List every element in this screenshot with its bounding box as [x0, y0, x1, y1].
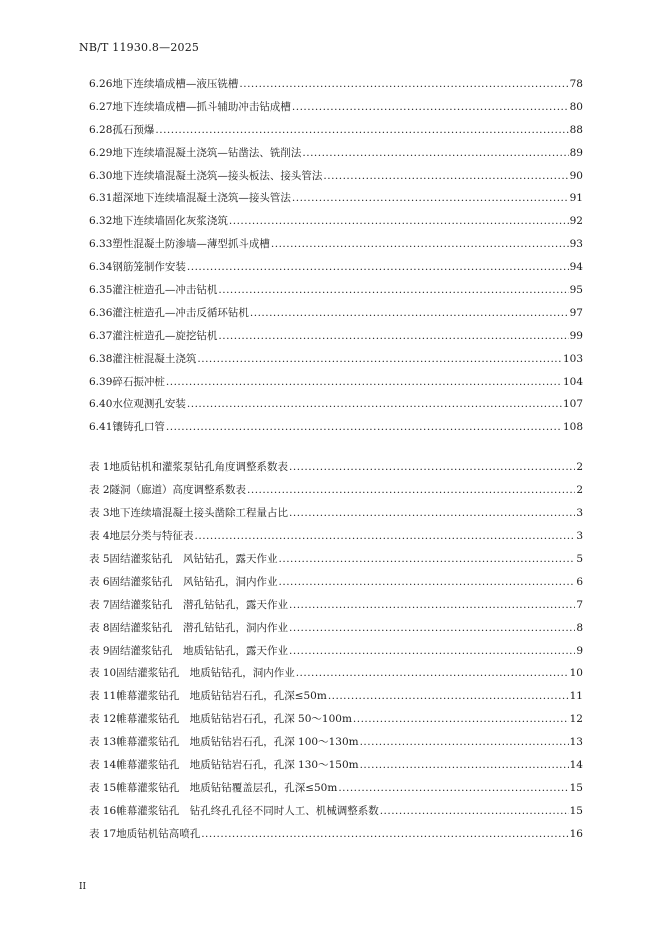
dot-leader: [289, 507, 575, 520]
toc-table-entry[interactable]: [89, 507, 583, 530]
toc-table-entry[interactable]: [89, 576, 583, 599]
toc-table-entry-page: 8: [576, 621, 583, 634]
dot-leader: [360, 736, 569, 749]
toc-sections-list: [89, 78, 583, 444]
toc-section-entry-title: 孤石预爆: [112, 123, 155, 136]
toc-table-entry-page: 7: [576, 598, 583, 611]
toc-section-entry-title: 钢筋笼制作安装: [112, 261, 186, 274]
toc-section-entry-page: 80: [569, 100, 583, 113]
toc-table-entry-title: 隧洞（廊道）高度调整系数表: [109, 483, 247, 496]
toc-table-entry-page: 16: [569, 828, 583, 840]
toc-table-entry-page: 3: [576, 529, 583, 542]
toc-section-entry-number: 6.40: [89, 398, 113, 411]
dot-leader: [271, 238, 569, 251]
toc-section-entry-title: 灌注桩造孔—旋挖钻机: [112, 329, 218, 342]
toc-tables-list: [89, 461, 583, 851]
toc-table-entry-title: 固结灌浆钻孔 风钻钻孔，洞内作业: [109, 575, 278, 588]
toc-section-entry-number: 6.39: [89, 375, 113, 388]
toc-section-entry-title: 地下连续墙固化灰浆浇筑: [112, 215, 228, 228]
toc-table-entry-title: 帷幕灌浆钻孔 地质钻钻岩石孔，孔深 130～150m: [116, 759, 359, 772]
toc-table-entry-title: 地质钻机和灌浆泵钻孔角度调整系数表: [109, 461, 289, 473]
toc-table-entry-title: 固结灌浆钻孔 潜孔钻钻孔，露天作业: [109, 598, 289, 611]
toc-section-entry[interactable]: [89, 261, 583, 284]
toc-table-entry[interactable]: [89, 530, 583, 553]
toc-section-entry[interactable]: [89, 307, 583, 330]
toc-section-entry[interactable]: [89, 421, 583, 444]
dot-leader: [292, 192, 569, 205]
toc-table-entry[interactable]: [89, 690, 583, 713]
toc-table-entry-title: 帷幕灌浆钻孔 钻孔终孔孔径不同时人工、机械调整系数: [116, 805, 379, 818]
toc-table-entry-page: 12: [569, 713, 583, 726]
toc-section-entry[interactable]: [89, 170, 583, 193]
toc-table-entry-number: 表 17: [89, 828, 117, 840]
toc-section-entry-number: 6.26: [89, 78, 113, 90]
toc-section-entry-page: 91: [569, 192, 583, 205]
dot-leader: [279, 553, 576, 566]
dot-leader: [292, 101, 569, 114]
toc-section-entry[interactable]: [89, 284, 583, 307]
dot-leader: [296, 667, 569, 680]
toc-table-entry-title: 地质钻机钻高喷孔: [116, 828, 201, 840]
toc-table-entry-title: 固结灌浆钻孔 地质钻钻孔，露天作业: [109, 644, 289, 657]
toc-table-entry-number: 表 6: [89, 575, 110, 588]
toc-table-entry-page: 3: [576, 506, 583, 519]
toc-section-entry-page: 108: [562, 421, 583, 434]
toc-table-entry-number: 表 15: [89, 782, 117, 795]
toc-section-entry-number: 6.37: [89, 329, 113, 342]
toc-table-entry-number: 表 14: [89, 759, 117, 772]
toc-table-entry-number: 表 13: [89, 736, 117, 749]
toc-table-entry-number: 表 7: [89, 598, 110, 611]
toc-section-entry[interactable]: [89, 238, 583, 261]
toc-table-entry-title: 帷幕灌浆钻孔 地质钻钻岩石孔，孔深 50～100m: [116, 713, 352, 726]
dot-leader: [289, 599, 575, 612]
toc-table-entry-number: 表 2: [89, 483, 110, 496]
toc-table-entry-title: 帷幕灌浆钻孔 地质钻钻岩石孔，孔深 100～130m: [116, 736, 359, 749]
toc-section-entry-page: 92: [569, 215, 583, 228]
toc-section-entry-page: 95: [569, 284, 583, 297]
toc-table-entry[interactable]: [89, 759, 583, 782]
toc-table-entry[interactable]: [89, 553, 583, 576]
toc-table-entry-number: 表 11: [89, 690, 117, 703]
toc-table-entry-page: 6: [576, 575, 583, 588]
toc-table-entry[interactable]: [89, 622, 583, 645]
toc-section-entry-title: 地下连续墙成槽—液压铣槽: [112, 78, 239, 90]
toc-table-entry[interactable]: [89, 645, 583, 668]
toc-section-entry-title: 超深地下连续墙混凝土浇筑—接头管法: [112, 192, 291, 205]
toc-table-entry-title: 固结灌浆钻孔 潜孔钻钻孔，洞内作业: [109, 621, 289, 634]
dot-leader: [338, 782, 568, 795]
toc-table-entry[interactable]: [89, 484, 583, 507]
dot-leader: [201, 828, 568, 841]
dot-leader: [187, 261, 569, 274]
dot-leader: [360, 759, 569, 772]
toc-section-entry[interactable]: [89, 330, 583, 353]
page-number: II: [79, 882, 87, 892]
dot-leader: [250, 307, 569, 320]
toc-section-entry-number: 6.34: [89, 261, 113, 274]
toc-section-entry-title: 灌注桩混凝土浇筑: [112, 352, 197, 365]
standard-code-header: NB/T 11930.8—2025: [79, 41, 200, 54]
toc-section-entry-number: 6.32: [89, 215, 113, 228]
toc-section-entry-number: 6.31: [89, 192, 113, 205]
toc-table-entry[interactable]: [89, 805, 583, 828]
toc-section-entry-number: 6.38: [89, 352, 113, 365]
toc-section-entry-page: 99: [569, 329, 583, 342]
toc-table-entry[interactable]: [89, 782, 583, 805]
toc-section-entry-page: 89: [569, 146, 583, 159]
dot-leader: [289, 461, 575, 474]
toc-section-entry-number: 6.35: [89, 284, 113, 297]
toc-table-entry-page: 14: [569, 759, 583, 772]
dot-leader: [218, 284, 568, 297]
toc-table-entry-page: 2: [576, 483, 583, 496]
toc-section-entry[interactable]: [89, 101, 583, 124]
toc-table-entry-page: 13: [569, 736, 583, 749]
toc-section-entry[interactable]: [89, 124, 583, 147]
toc-section-entry-page: 94: [569, 261, 583, 274]
toc-section-entry-page: 97: [569, 306, 583, 319]
dot-leader: [279, 576, 576, 589]
toc-section-entry-number: 6.28: [89, 123, 113, 136]
dot-leader: [155, 124, 568, 137]
toc-table-entry-page: 10: [569, 667, 583, 680]
dot-leader: [247, 484, 575, 497]
dot-leader: [289, 645, 575, 658]
toc-section-entry-number: 6.33: [89, 238, 113, 251]
toc-section-entry-title: 灌注桩造孔—冲击反循环钻机: [112, 306, 249, 319]
toc-table-entry-number: 表 16: [89, 805, 117, 818]
toc-table-entry-page: 11: [569, 690, 583, 703]
toc-section-entry-title: 地下连续墙混凝土浇筑—接头板法、接头管法: [112, 169, 323, 182]
toc-section-entry-number: 6.41: [89, 421, 113, 434]
toc-table-entry-title: 帷幕灌浆钻孔 地质钻钻岩石孔，孔深≤50m: [116, 690, 327, 703]
toc-table-entry-title: 地下连续墙混凝土接头凿除工程量占比: [109, 506, 289, 519]
dot-leader: [229, 215, 569, 228]
toc-section-entry-page: 88: [569, 123, 583, 136]
dot-leader: [302, 147, 568, 160]
toc-section-entry[interactable]: [89, 215, 583, 238]
dot-leader: [195, 530, 576, 543]
dot-leader: [187, 398, 562, 411]
toc-table-entry-number: 表 8: [89, 621, 110, 634]
toc-section-entry-number: 6.36: [89, 306, 113, 319]
toc-table-entry-title: 帷幕灌浆钻孔 地质钻钻覆盖层孔，孔深≤50m: [116, 782, 338, 795]
toc-section-entry[interactable]: [89, 376, 583, 399]
dot-leader: [289, 622, 575, 635]
toc-table-entry-page: 15: [569, 805, 583, 818]
dot-leader: [166, 376, 562, 389]
toc-table-entry-number: 表 9: [89, 644, 110, 657]
toc-table-entry-number: 表 5: [89, 552, 110, 565]
dot-leader: [328, 690, 569, 703]
toc-table-entry-title: 固结灌浆钻孔 风钻钻孔，露天作业: [109, 552, 278, 565]
dot-leader: [323, 170, 568, 183]
toc-table-entry-title: 地层分类与特征表: [109, 529, 194, 542]
toc-table-entry-page: 5: [576, 552, 583, 565]
toc-section-entry-title: 地下连续墙混凝土浇筑—钻凿法、铣削法: [112, 146, 302, 159]
dot-leader: [197, 353, 562, 366]
toc-section-entry-page: 78: [569, 78, 583, 90]
toc-section-entry-number: 6.27: [89, 100, 113, 113]
toc-section-entry-title: 塑性混凝土防渗墙—薄型抓斗成槽: [112, 238, 270, 251]
dot-leader: [380, 805, 569, 818]
toc-section-entry[interactable]: [89, 147, 583, 170]
toc-table-entry-number: 表 4: [89, 529, 110, 542]
dot-leader: [218, 330, 568, 343]
toc-section-entry[interactable]: [89, 78, 583, 101]
toc-table-entry-number: 表 3: [89, 506, 110, 519]
toc-table-entry-page: 9: [576, 644, 583, 657]
toc-table-entry-number: 表 12: [89, 713, 117, 726]
toc-section-entry-page: 90: [569, 169, 583, 182]
toc-section-entry-title: 碎石振冲桩: [112, 375, 165, 388]
toc-section-entry[interactable]: [89, 353, 583, 376]
toc-section-entry-number: 6.29: [89, 146, 113, 159]
toc-table-entry[interactable]: [89, 828, 583, 851]
toc-section-entry-title: 水位观测孔安装: [112, 398, 186, 411]
toc-section-entry-title: 地下连续墙成槽—抓斗辅助冲击钻成槽: [112, 100, 291, 113]
toc-table-entry-title: 固结灌浆钻孔 地质钻钻孔，洞内作业: [116, 667, 295, 680]
dot-leader: [166, 421, 562, 434]
toc-table-entry[interactable]: [89, 461, 583, 484]
toc-table-entry[interactable]: [89, 713, 583, 736]
toc-section-entry-page: 103: [562, 352, 583, 365]
toc-table-entry-number: 表 1: [89, 461, 110, 473]
toc-table-entry[interactable]: [89, 599, 583, 622]
toc-table-entry[interactable]: [89, 736, 583, 759]
dot-leader: [353, 713, 569, 726]
toc-section-entry[interactable]: [89, 192, 583, 215]
toc-section-entry[interactable]: [89, 398, 583, 421]
toc-section-entry-page: 104: [562, 375, 583, 388]
toc-table-entry[interactable]: [89, 667, 583, 690]
toc-table-entry-page: 15: [569, 782, 583, 795]
toc-section-entry-title: 镶铸孔口管: [112, 421, 165, 434]
toc-section-entry-title: 灌注桩造孔—冲击钻机: [112, 284, 218, 297]
toc-table-entry-number: 表 10: [89, 667, 117, 680]
toc-table-entry-page: 2: [576, 461, 583, 473]
toc-section-entry-page: 107: [562, 398, 583, 411]
toc-section-entry-page: 93: [569, 238, 583, 251]
dot-leader: [239, 78, 568, 91]
toc-section-entry-number: 6.30: [89, 169, 113, 182]
